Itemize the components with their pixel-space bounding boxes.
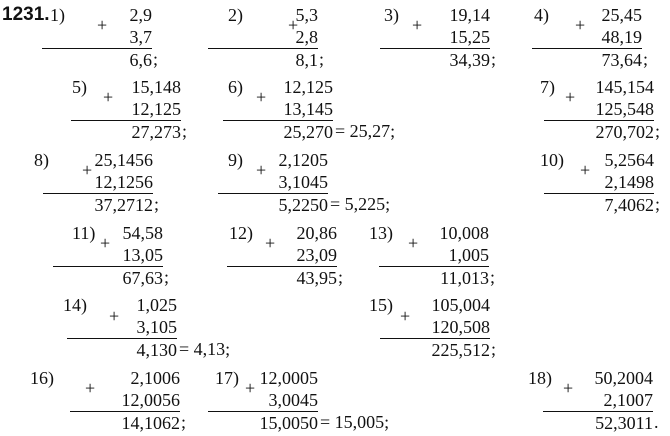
plus-sign: + xyxy=(109,306,120,326)
column-addition xyxy=(223,76,333,143)
addend-a: 5,2564 xyxy=(604,150,654,170)
addend-b: 120,508 xyxy=(380,316,490,339)
plus-sign: + xyxy=(265,233,276,253)
addend-a: 12,0005 xyxy=(259,368,318,388)
column-addition xyxy=(208,367,318,434)
addend-b: 12,0056 xyxy=(70,389,180,412)
column-addition xyxy=(70,367,180,434)
sum-value: 37,2712 xyxy=(94,195,153,215)
addend-b: 125,548 xyxy=(544,98,654,121)
plus-sign: + xyxy=(97,15,108,35)
addend-b: 12,1256 xyxy=(43,171,153,194)
terminator: . xyxy=(654,412,659,432)
simplified-result: = 4,13; xyxy=(179,339,231,359)
plus-sign: + xyxy=(400,306,411,326)
problem-label: 15) xyxy=(369,295,393,315)
plus-sign: + xyxy=(256,87,267,107)
column-addition xyxy=(53,222,163,289)
column-addition xyxy=(227,222,337,289)
terminator: ; xyxy=(154,194,160,214)
addend-a: 20,86 xyxy=(296,223,337,243)
terminator: ; xyxy=(491,339,497,359)
addend-a: 2,9 xyxy=(129,5,152,25)
column-addition xyxy=(218,149,328,216)
sum-value: 34,39 xyxy=(449,50,490,70)
problem-label: 2) xyxy=(228,5,243,25)
addend-a: 2,1006 xyxy=(130,368,180,388)
addend-b: 3,1045 xyxy=(218,171,328,194)
addend-a: 50,2004 xyxy=(594,368,653,388)
problem-label: 8) xyxy=(34,150,49,170)
problem-label: 10) xyxy=(540,150,564,170)
addend-a: 19,14 xyxy=(449,5,490,25)
plus-sign: + xyxy=(580,160,591,180)
addend-a: 12,125 xyxy=(283,77,333,97)
addend-a: 145,154 xyxy=(595,77,654,97)
column-addition xyxy=(380,4,490,71)
problem-label: 9) xyxy=(228,150,243,170)
plus-sign: + xyxy=(85,378,96,398)
sum-value: 5,2250 xyxy=(278,195,328,215)
addend-b: 48,19 xyxy=(532,26,642,49)
addend-b: 15,25 xyxy=(380,26,490,49)
problem-label: 17) xyxy=(215,368,239,388)
addend-a: 25,45 xyxy=(601,5,642,25)
simplified-result: = 5,225; xyxy=(330,194,391,214)
terminator: ; xyxy=(655,194,661,214)
sum-value: 27,273 xyxy=(131,122,181,142)
plus-sign: + xyxy=(245,378,256,398)
addend-b: 3,7 xyxy=(42,26,152,49)
terminator: ; xyxy=(491,49,497,69)
plus-sign: + xyxy=(103,87,114,107)
plus-sign: + xyxy=(563,378,574,398)
sum-value: 73,64 xyxy=(601,50,642,70)
addend-a: 5,3 xyxy=(295,5,318,25)
addend-a: 10,008 xyxy=(439,223,489,243)
addend-b: 2,1007 xyxy=(543,389,653,412)
sum-value: 225,512 xyxy=(431,340,490,360)
problem-label: 16) xyxy=(30,368,54,388)
addend-b: 23,09 xyxy=(227,244,337,267)
terminator: ; xyxy=(164,267,170,287)
problem-label: 5) xyxy=(72,77,87,97)
terminator: ; xyxy=(338,267,344,287)
simplified-result: = 25,27; xyxy=(335,121,396,141)
addend-b: 2,1498 xyxy=(544,171,654,194)
terminator: ; xyxy=(655,121,661,141)
problem-label: 6) xyxy=(228,77,243,97)
terminator: ; xyxy=(182,121,188,141)
column-addition xyxy=(380,294,490,361)
addend-b: 13,05 xyxy=(53,244,163,267)
problem-label: 12) xyxy=(229,223,253,243)
terminator: ; xyxy=(153,49,159,69)
column-addition xyxy=(544,76,654,143)
plus-sign: + xyxy=(412,15,423,35)
simplified-result: = 15,005; xyxy=(320,412,390,432)
addend-b: 1,005 xyxy=(379,244,489,267)
column-addition xyxy=(379,222,489,289)
addend-b: 3,0045 xyxy=(208,389,318,412)
column-addition xyxy=(532,4,642,71)
problem-label: 11) xyxy=(72,223,96,243)
sum-value: 14,1062 xyxy=(121,413,180,433)
sum-value: 25,270 xyxy=(283,122,333,142)
addend-b: 3,105 xyxy=(67,316,177,339)
addend-a: 105,004 xyxy=(431,295,490,315)
problem-label: 18) xyxy=(528,368,552,388)
addend-a: 25,1456 xyxy=(94,150,153,170)
sum-value: 43,95 xyxy=(296,268,337,288)
terminator: ; xyxy=(643,49,649,69)
addend-a: 1,025 xyxy=(136,295,177,315)
column-addition xyxy=(71,76,181,143)
addend-a: 2,1205 xyxy=(278,150,328,170)
problem-label: 3) xyxy=(384,5,399,25)
sum-value: 6,6 xyxy=(129,50,152,70)
plus-sign: + xyxy=(288,15,299,35)
sum-value: 11,013 xyxy=(440,268,489,288)
problem-label: 13) xyxy=(369,223,393,243)
plus-sign: + xyxy=(100,233,111,253)
sum-value: 4,130 xyxy=(136,340,177,360)
terminator: ; xyxy=(319,49,325,69)
plus-sign: + xyxy=(575,15,586,35)
problem-label: 7) xyxy=(540,77,555,97)
plus-sign: + xyxy=(565,87,576,107)
problem-label: 4) xyxy=(534,5,549,25)
exercise-number: 1231. xyxy=(2,4,50,25)
sum-value: 8,1 xyxy=(295,50,318,70)
terminator: ; xyxy=(490,267,496,287)
addend-b: 13,145 xyxy=(223,98,333,121)
sum-value: 52,3011 xyxy=(595,413,653,433)
plus-sign: + xyxy=(82,160,93,180)
column-addition xyxy=(543,367,653,434)
addend-a: 54,58 xyxy=(122,223,163,243)
sum-value: 67,63 xyxy=(122,268,163,288)
sum-value: 15,0050 xyxy=(259,413,318,433)
plus-sign: + xyxy=(256,160,267,180)
column-addition xyxy=(544,149,654,216)
sum-value: 270,702 xyxy=(595,122,654,142)
addend-b: 2,8 xyxy=(208,26,318,49)
problem-label: 1) xyxy=(50,5,65,25)
column-addition xyxy=(208,4,318,71)
sum-value: 7,4062 xyxy=(604,195,654,215)
plus-sign: + xyxy=(408,233,419,253)
column-addition xyxy=(67,294,177,361)
terminator: ; xyxy=(181,412,187,432)
addend-a: 15,148 xyxy=(131,77,181,97)
column-addition xyxy=(43,149,153,216)
addend-b: 12,125 xyxy=(71,98,181,121)
column-addition xyxy=(42,4,152,71)
problem-label: 14) xyxy=(63,295,87,315)
